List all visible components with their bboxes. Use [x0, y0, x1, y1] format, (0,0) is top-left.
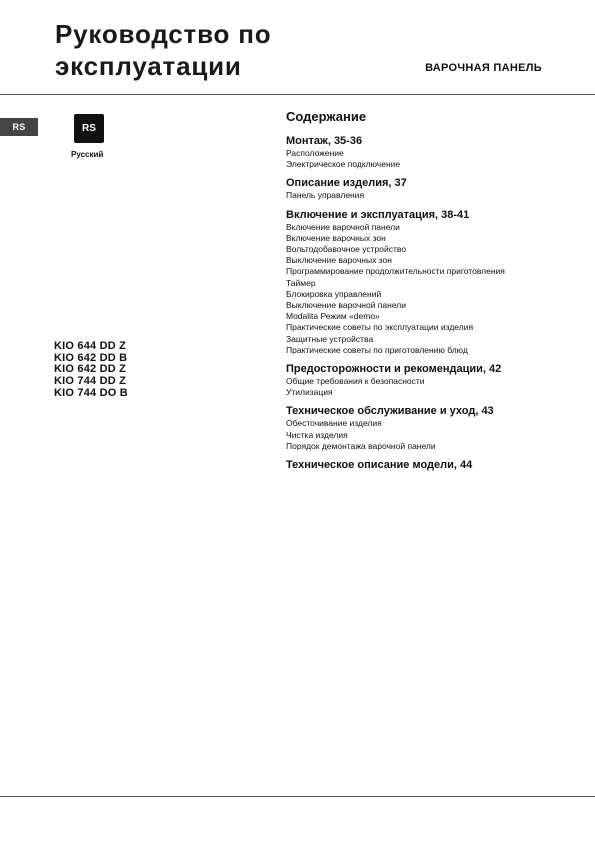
- toc-item-list: [286, 376, 576, 398]
- model-number: KIO 642 DD B: [54, 351, 128, 364]
- toc-item[interactable]: Электрическое подключение: [286, 159, 401, 170]
- toc-item[interactable]: Практические советы по эксплуатации изделия: [286, 322, 474, 333]
- table-of-contents: [286, 109, 576, 479]
- toc-section-title[interactable]: Предосторожности и рекомендации, 42: [286, 363, 502, 376]
- toc-section: [286, 177, 576, 201]
- toc-item[interactable]: Программирование продолжительности приготовления: [286, 266, 505, 277]
- toc-sections: [286, 135, 576, 472]
- toc-item[interactable]: Чистка изделия: [286, 429, 348, 440]
- model-number: KIO 642 DD Z: [54, 363, 127, 376]
- toc-item[interactable]: Защитные устройства: [286, 333, 374, 344]
- toc-section: [286, 363, 576, 398]
- toc-item[interactable]: Включение варочных зон: [286, 232, 386, 243]
- toc-item[interactable]: Включение варочной панели: [286, 221, 400, 232]
- language-badge: RS: [74, 114, 104, 143]
- toc-item[interactable]: Таймер: [286, 277, 316, 288]
- toc-section-title[interactable]: Монтаж, 35-36: [286, 135, 363, 147]
- toc-section: [286, 209, 576, 356]
- title-line-1: Руководство по: [55, 19, 272, 49]
- model-list: [54, 341, 128, 400]
- document-type: ВАРОЧНАЯ ПАНЕЛЬ: [425, 62, 542, 74]
- toc-item[interactable]: Общие требования к безопасности: [286, 376, 425, 387]
- toc-item-list: [286, 418, 576, 452]
- toc-item[interactable]: Выключение варочной панели: [286, 300, 406, 311]
- toc-heading: Содержание: [286, 109, 367, 124]
- toc-item[interactable]: Modalita Режим «demo»: [286, 311, 380, 322]
- title-line-2: эксплуатации: [55, 51, 242, 81]
- toc-item[interactable]: Вольтодобавочное устройство: [286, 244, 407, 255]
- language-tab[interactable]: RS: [0, 118, 38, 136]
- toc-section-title[interactable]: Техническое описание модели, 44: [286, 459, 473, 472]
- toc-section: [286, 459, 576, 472]
- toc-item[interactable]: Обесточивание изделия: [286, 418, 382, 429]
- toc-section-title[interactable]: Описание изделия, 37: [286, 177, 407, 190]
- toc-item[interactable]: Расположение: [286, 148, 344, 158]
- toc-section-title[interactable]: Включение и эксплуатация, 38-41: [286, 208, 470, 221]
- toc-item[interactable]: Практические советы по приготовлению блюд: [286, 344, 468, 355]
- toc-item[interactable]: Панель управления: [286, 190, 365, 201]
- toc-section: [286, 405, 576, 452]
- document-title: [55, 18, 355, 82]
- toc-item-list: [286, 222, 576, 356]
- toc-item-list: [286, 148, 576, 170]
- toc-section-title[interactable]: Техническое обслуживание и уход, 43: [286, 405, 494, 418]
- language-name: Русский: [71, 150, 104, 159]
- footer-divider: [0, 796, 595, 797]
- model-number: KIO 644 DD Z: [54, 340, 127, 352]
- toc-item[interactable]: Блокировка управлений: [286, 288, 382, 299]
- toc-section: [286, 135, 576, 170]
- toc-item[interactable]: Выключение варочных зон: [286, 255, 392, 266]
- model-number: KIO 744 DD Z: [54, 375, 127, 388]
- model-number: KIO 744 DO B: [54, 386, 128, 399]
- toc-item[interactable]: Утилизация: [286, 387, 333, 398]
- header-divider: [0, 94, 595, 95]
- toc-item-list: [286, 190, 576, 201]
- toc-item[interactable]: Порядок демонтажа варочной панели: [286, 440, 436, 451]
